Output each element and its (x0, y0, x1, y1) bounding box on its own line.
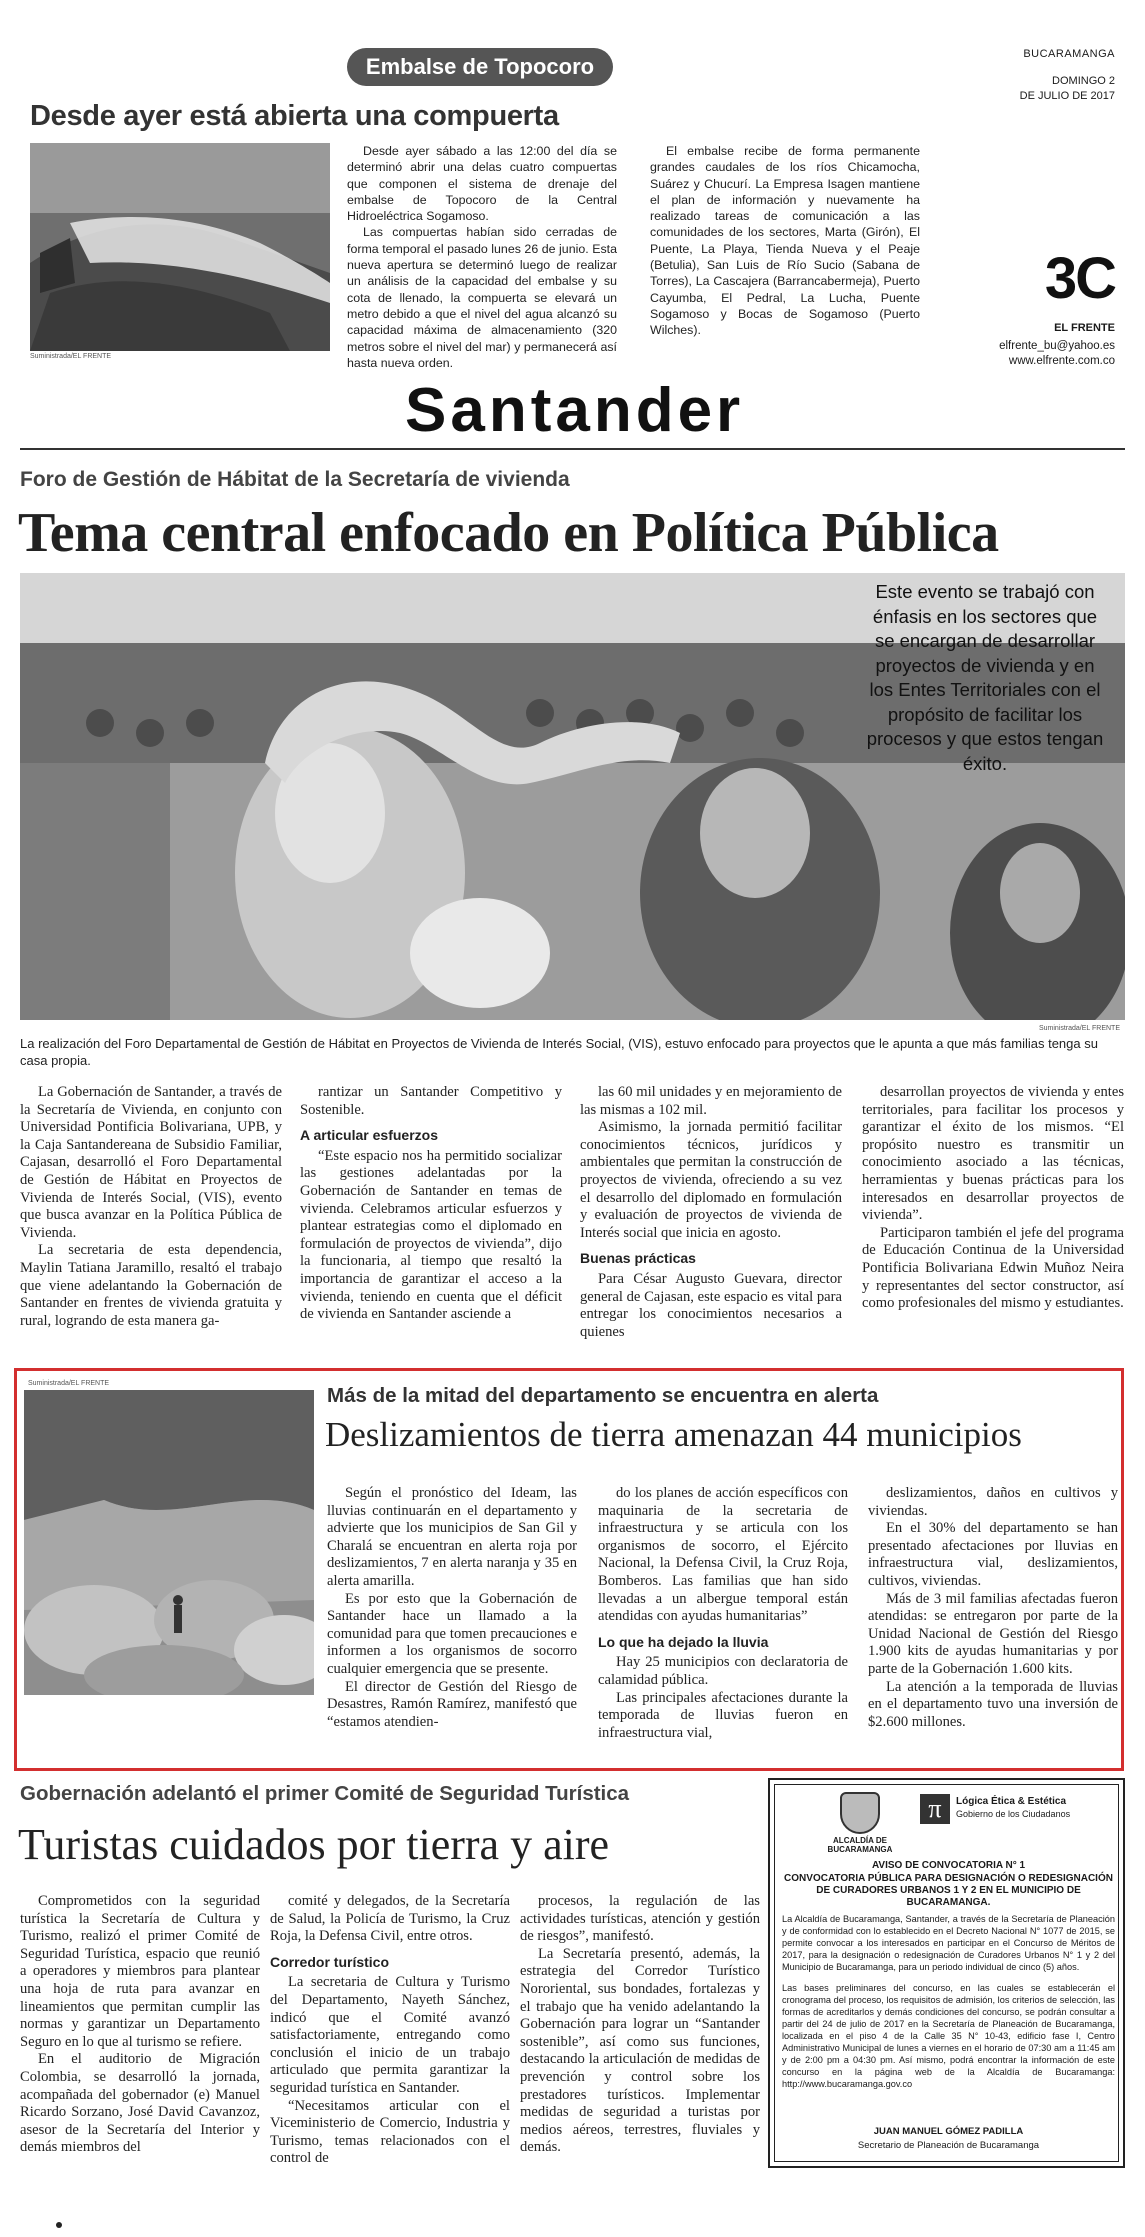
ad-signer-role: Secretario de Planeación de Bucaramanga (857, 2140, 1040, 2151)
date-line-1: DOMINGO 2 (1052, 75, 1115, 87)
ad-body-2: Las bases preliminares del concurso, en las cuales se establecerán el cronograma del proceso, los requisitos de admisión, los criterios de selección, las formas de acreditarlos y demás condiciones del concurso, se podrán consultar a partir del 24 de julio de 2017 en la Secretaría de Planeación de Bucaramanga, localizada en el piso 4 de la Calle 35 N° 10-43, edificio fase I, Centro Administrativo Municipal de lunes a viernes en el horario de 07:30 am a 11:45 am y de 2:00 pm a 04:30 pm. Así mismo, podrá encontrar la información de este concurso en la página web de la Alcaldía de Bucaramanga: http://www.bucaramanga.gov.co (782, 1983, 1115, 2089)
main-column-2 (300, 1084, 562, 1324)
brief-column-1 (347, 143, 617, 371)
paragraph: Hay 25 municipios con declaratoria de calamidad pública. (598, 1654, 848, 1688)
bottom-edge-mark (56, 2222, 62, 2228)
brief-badge-text: Embalse de Topocoro (365, 54, 595, 79)
main-headline: Tema central enfocado en Política Pública (18, 502, 999, 564)
main-caption: La realización del Foro Departamental de Gestión de Hábitat en Proyectos de Vivienda de Interés Social, (VIS), estuvo enfocado para proyectos que le apunta a que más familias tenga su casa propia. (20, 1036, 1098, 1068)
brief-title: Desde ayer está abierta una compuerta (30, 100, 559, 132)
paragraph: La secretaria de esta dependencia, Maylin Tatiana Jaramillo, resaltó el trabajo que viene adelantando la Gobernación de Santander en frentes de vivienda gratuita y rural, logrando de esta manera ga- (20, 1242, 282, 1329)
paragraph: Más de 3 mil familias afectadas fueron atendidas: se entregaron por parte de la Unidad Nacional de Gestión del Riesgo 1.900 kits de ayudas humanitarias y por parte de la Gobernación 1.600 kits. (868, 1590, 1118, 1677)
brief-badge (347, 48, 613, 86)
main-kicker: Foro de Gestión de Hábitat de la Secretaría de vivienda (20, 468, 570, 491)
paragraph: La secretaria de Cultura y Turismo del Departamento, Nayeth Sánchez, indicó que el Comité avanzó satisfactoriamente, entregando como conclusión el inicio de un trabajo articulado que permita garantizar la seguridad turística en Santander. (270, 1974, 510, 2096)
ad-body-1: La Alcaldía de Bucaramanga, Santander, a través de la Secretaría de Planeación y de conformidad con lo establecido en el Decreto Nacional N° 1077 de 2015, se permite convocar a los interesados en participar en el Concurso de Méritos de 2017, para la designación o redesignación de Curadores Urbanos N° 1 y 2 del Municipio de Bucaramanga, para un periodo individual de cinco (5) años. (782, 1914, 1115, 1972)
landslide-photo (24, 1390, 314, 1695)
email-label: elfrente_bu@yahoo.es (999, 340, 1115, 352)
paragraph: La atención a la temporada de lluvias en el departamento tuvo una inversión de $2.600 millones. (868, 1678, 1118, 1730)
paragraph: Comprometidos con la seguridad turística la Secretaría de Cultura y Turismo, realizó el primer Comité de Seguridad Turística, espacio que reunió a operadores y miembros para plantear una hoja de ruta para avanzar en lineamientos que permitan cumplir las normas y garantizar un Departamento Seguro en lo que al turismo se refiere. (20, 1893, 260, 2050)
landslide-column-1 (327, 1485, 577, 1731)
tourism-column-1 (20, 1893, 260, 2157)
paragraph: rantizar un Santander Competitivo y Sostenible. (300, 1084, 562, 1118)
paragraph: La Gobernación de Santander, a través de la Secretaría de Vivienda, en conjunto con Universidad Pontificia Bolivariana, UPB, y la Caja Santandereana de Subsidio Familiar, Cajasan, desarrolló el Foro Departamental de Gestión de Hábitat en Proyectos de Vivienda de Interés Social, (VIS), evento que busca avanzar en la Política Pública de Vivienda. (20, 1084, 282, 1241)
subheading: Buenas prácticas (580, 1250, 696, 1267)
ad-title-2: CONVOCATORIA PÚBLICA PARA DESIGNACIÓN O REDESIGNACIÓN DE CURADORES URBANOS 1 Y 2 EN EL MUNICIPIO DE BUCARAMANGA. (784, 1873, 1113, 1908)
website-label: www.elfrente.com.co (1008, 355, 1115, 367)
landslide-headline: Deslizamientos de tierra amenazan 44 municipios (325, 1415, 1022, 1454)
paragraph: do los planes de acción específicos con maquinaria de la secretaria de infraestructura y se articula con los organismos de socorro, el Ejército Nacional, la Defensa Civil, la Cruz Roja, Bomberos. Las familias que han sido llevadas a un albergue temporal están atendidas con ayudas humanitarias” (598, 1485, 848, 1625)
paragraph: deslizamientos, daños en cultivos y viviendas. (868, 1485, 1118, 1519)
landslide-rocks-image (24, 1390, 314, 1695)
pi-logo-icon: π (920, 1794, 950, 1824)
logo-line-2: Gobierno de los Ciudadanos (956, 1809, 1071, 1819)
page-number: 3C (1044, 246, 1115, 311)
paragraph: procesos, la regulación de las actividades turísticas, atención y gestión de riesgos”, manifestó. (520, 1893, 760, 1945)
landslide-column-2 (598, 1485, 848, 1742)
landslide-kicker: Más de la mitad del departamento se encuentra en alerta (327, 1384, 879, 1407)
paragraph: El embalse recibe de forma permanente grandes caudales de los ríos Chicamocha, Suárez y Chucurí. La Empresa Isagen mantiene el plan de información y nuevamente ha realizado tareas de comunicación a las comunidades de los sectores, Marta (Girón), El Puente, La Playa, Tienda Nueva y el Peaje (Betulia), San Luis de Río Sucio (Sabana de Torres), La Cascajera (Barrancabermeja), Puerto Cayumba, El Pedral, La Lucha, Puente Sogamoso y Bocas de Sogamoso (Puerto Wilches). (650, 144, 920, 338)
subheading: A articular esfuerzos (300, 1127, 438, 1144)
paragraph: En el auditorio de Migración Colombia, se desarrolló la jornada, acompañada del gobernador (e) Manuel Ricardo Sorzano, José David Cavanzoz, asesor de la Secretaría del Interior y demás miembros del (20, 2051, 260, 2156)
dam-spillway-image (30, 143, 330, 351)
city-seal-icon (840, 1792, 880, 1834)
main-pullquote: Este evento se trabajó con énfasis en los sectores que se encargan de desarrollar proyectos de vivienda y en los Entes Territoriales con el propósito de facilitar los procesos y que estos tengan éxito. (866, 581, 1104, 774)
paper-name: EL FRENTE (1054, 322, 1115, 334)
paragraph: Desde ayer sábado a las 12:00 del día se determinó abrir una delas cuatro compuertas que componen el sistema de drenaje del embalse de Topocoro de la Central Hidroeléctrica Sogamoso. (347, 144, 617, 224)
brief-photo-credit: Suministrada/EL FRENTE (30, 353, 112, 360)
ad-title-1: AVISO DE CONVOCATORIA N° 1 (871, 1860, 1026, 1871)
paragraph: Según el pronóstico del Ideam, las lluvias continuarán en el departamento y advierte que los municipios de San Gil y Charalá se encuentran en alerta roja por deslizamientos, 7 en alerta naranja y 35 en alerta amarilla. (327, 1485, 577, 1589)
main-column-4 (862, 1084, 1124, 1313)
section-divider (20, 448, 1125, 450)
section-title: Santander (405, 376, 745, 445)
brief-section (0, 0, 1145, 375)
tourism-column-2 (270, 1893, 510, 2168)
logo-line-1: Lógica Ética & Estética (956, 1796, 1067, 1807)
paragraph: Para César Augusto Guevara, director general de Cajasan, este espacio es vital para entregar los conocimientos necesarios a quienes (580, 1270, 842, 1340)
paragraph: Las compuertas habían sido cerradas de forma temporal el pasado lunes 26 de junio. Esta nueva apertura se determinó luego de realizar un análisis de la capacidad del embalse y su cota de llenado, la compuerta se elevará un metro debido a que el nivel del agua alcanzó su capacidad máxima de almacenamiento (320 metros sobre el nivel del mar) y permanecerá así hasta nueva orden. (347, 225, 617, 370)
public-notice-ad (768, 1778, 1125, 2168)
tourism-kicker: Gobernación adelantó el primer Comité de Seguridad Turística (20, 1782, 630, 1805)
ad-signer: JUAN MANUEL GÓMEZ PADILLA (873, 2126, 1024, 2137)
tourism-column-3 (520, 1893, 760, 2157)
brief-photo (30, 143, 330, 351)
seal-text: ALCALDÍA DE BUCARAMANGA (827, 1836, 893, 1854)
paragraph: Es por esto que la Gobernación de Santander hace un llamado a la comunidad para que tomen precauciones e informen a los organismos de socorro cualquier emergencia que se presente. (327, 1590, 577, 1677)
city-label: BUCARAMANGA (1023, 48, 1115, 60)
main-column-3 (580, 1084, 842, 1341)
paragraph: Participaron también el jefe del programa de Educación Continua de la Universidad Pontificia Bolivariana Edwin Muñoz Neira y representantes del sector constructor, así como profesionales del mismo y estudiantes. (862, 1224, 1124, 1312)
paragraph: El director de Gestión del Riesgo de Desastres, Ramón Ramírez, manifestó que “estamos atendien- (327, 1678, 577, 1730)
paragraph: Asimismo, la jornada permitió facilitar conocimientos técnicos, jurídicos y ambientales que permitan la construcción de proyectos de vivienda, ofreciendo a su vez el desarrollo del diplomado en formulación y evaluación de proyectos de vivienda de Interés social que inicia en agosto. (580, 1119, 842, 1241)
paragraph: las 60 mil unidades y en mejoramiento de las mismas a 102 mil. (580, 1084, 842, 1118)
tourism-headline: Turistas cuidados por tierra y aire (18, 1820, 610, 1869)
subheading: Corredor turístico (270, 1953, 390, 1970)
paragraph: Las principales afectaciones durante la temporada de lluvias fueron en infraestructura vial, (598, 1689, 848, 1741)
brief-column-2 (650, 143, 920, 339)
date-line-2: DE JULIO DE 2017 (1019, 90, 1115, 102)
paragraph: comité y delegados, de la Secretaría de Salud, la Policía de Turismo, la Cruz Roja, la Defensa Civil, entre otros. (270, 1893, 510, 1945)
paragraph: En el 30% del departamento se han presentado afectaciones por lluvias en infraestructura vial, deslizamientos, cultivos, viviendas. (868, 1520, 1118, 1589)
subheading: Lo que ha dejado la lluvia (598, 1633, 769, 1650)
landslide-photo-credit: Suministrada/EL FRENTE (28, 1380, 110, 1387)
paragraph: desarrollan proyectos de vivienda y entes territoriales, para facilitar los procesos y garantizar el éxito de los mismos. “El propósito nuestro es transmitir un conocimiento asociado a las técnicas, herramientas y buenas prácticas para los interesados en desarrollar proyectos de vivienda”. (862, 1084, 1124, 1224)
paragraph: La Secretaría presentó, además, la estrategia del Corredor Turístico Nororiental, sus bondades, fortalezas y el trabajo que ha venido adelantando la Gobernación para lograr un “Santander sostenible”, así como sus funciones, destacando la articulación de medidas de prevención y control sobre los prestadores turísticos. Implementar medidas de seguridad a turistas por medios aéreos, terrestres, fluviales y demás. (520, 1945, 760, 2156)
landslide-column-3 (868, 1485, 1118, 1731)
main-column-1 (20, 1084, 282, 1330)
paragraph: “Este espacio nos ha permitido socializar las gestiones adelantadas por la Gobernación de Santander en temas de vivienda. Celebramos articular esfuerzos y plantear estrategias como el diplomado en formulación de proyectos de vivienda”, dijo la funcionaria, al tiempo que resaltó la importancia de garantizar el acceso a la vivienda, teniendo en cuenta que el déficit de vivienda en Santander asciende a (300, 1147, 562, 1323)
paragraph: “Necesitamos articular con el Viceministerio de Comercio, Industria y Turismo, temas relacionados con el control de (270, 2097, 510, 2167)
main-photo-credit: Suministrada/EL FRENTE (1038, 1025, 1120, 1032)
